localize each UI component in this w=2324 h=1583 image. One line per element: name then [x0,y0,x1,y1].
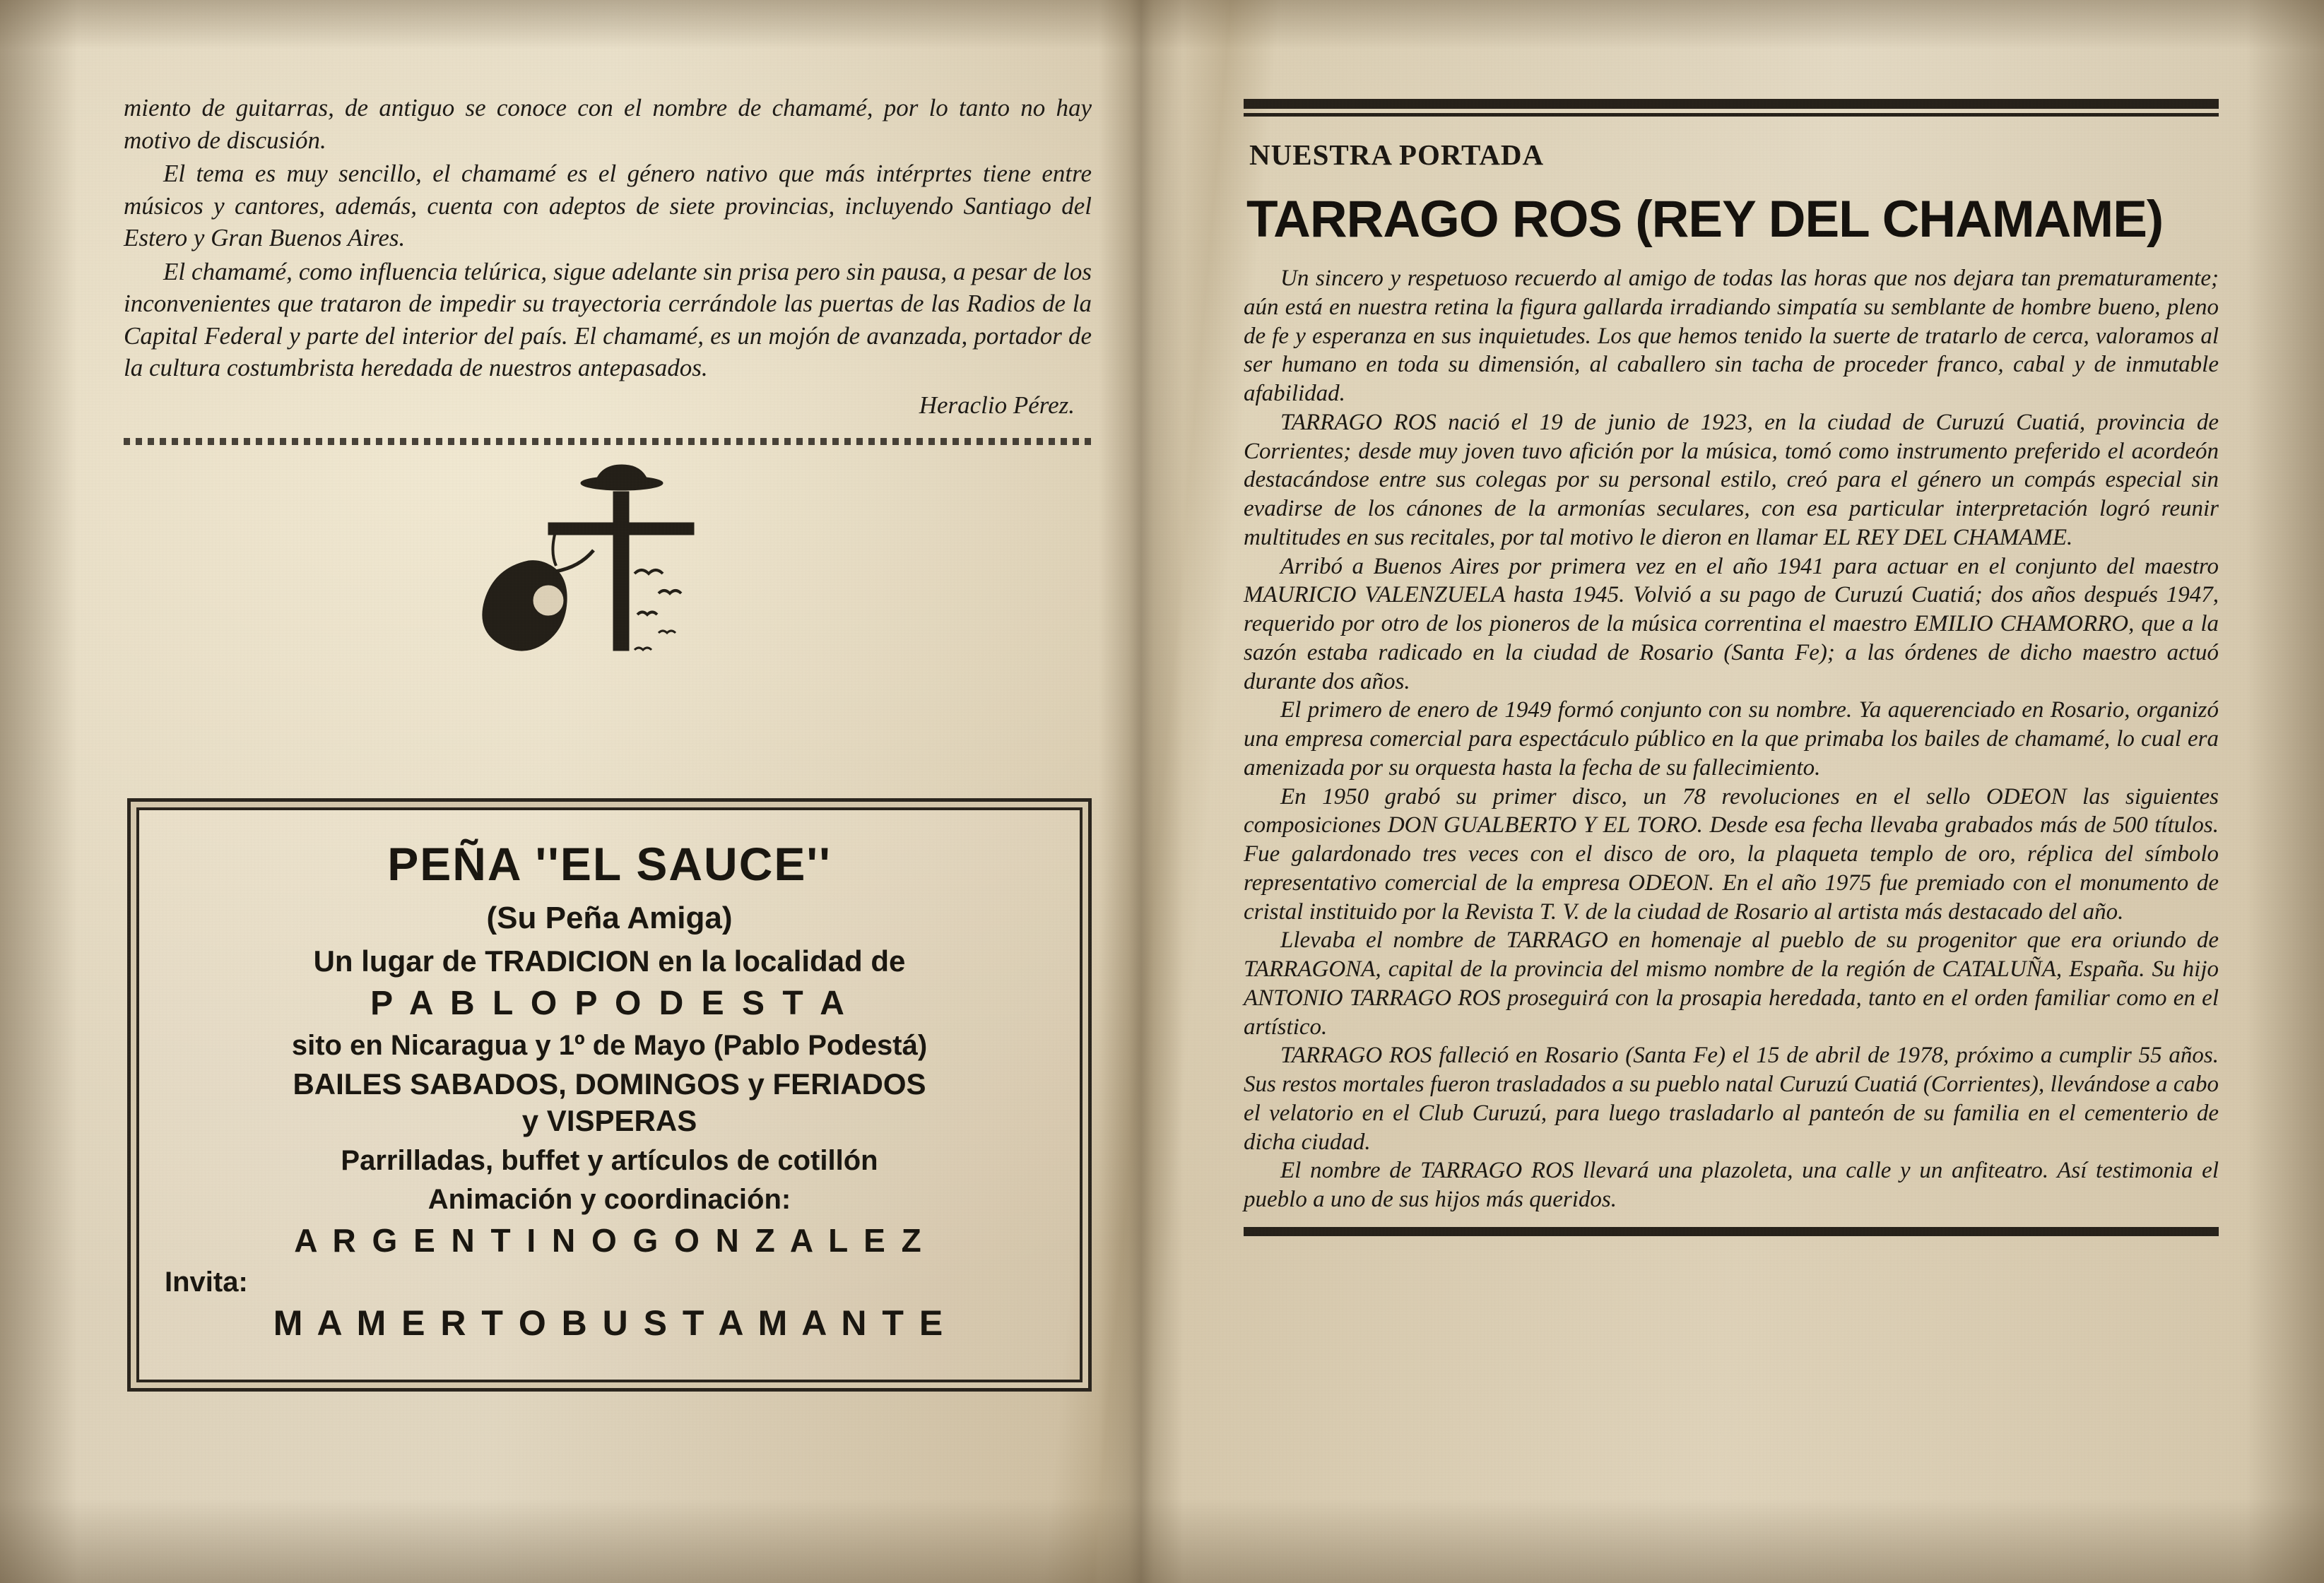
paragraph: El nombre de TARRAGO ROS llevará una plazoleta, una calle y un anfiteatro. Así testimonia el pueblo a uno de sus hijos más queridos. [1244,1158,2219,1212]
right-page [1244,99,2219,1427]
ad-dance-days-2: y VISPERAS [521,1104,697,1137]
ad-location-intro: Un lugar de TRADICION en la localidad de [313,944,906,978]
ad-host-name: M A M E R T O B U S T A M A N T E [273,1303,946,1343]
guitar-and-cross-ornament [124,455,1092,688]
ad-address: sito en Nicaragua y 1º de Mayo (Pablo Podestá) [291,1030,928,1061]
paragraph: TARRAGO ROS nació el 19 de junio de 1923, en la ciudad de Curuzú Cuatiá, provincia de Corrientes; desde muy joven tuvo afición por la música, tomó como instrumento preferido el acordeón destacándose entre sus colegas por su personal estilo, creó para el género un compás especial sin evadirse de los cánones de la armonías seculares, con esa particular interpretación logró reunir multitudes en sus recitales, por tal motivo le dieron en llamar EL REY DEL CHAMAME. [1244,409,2219,550]
ad-coordination-label: Animación y coordinación: [427,1184,791,1215]
ad-dance-days: BAILES SABADOS, DOMINGOS y FERIADOS [293,1067,926,1101]
section-kicker: NUESTRA PORTADA [1249,138,1545,171]
right-edge-shadow [2246,0,2324,1583]
page-gutter-shadow [1099,0,1184,1583]
paragraph: El tema es muy sencillo, el chamamé es el género nativo que más intérprtes tiene entre músicos y cantores, además, cuenta con adeptos de siete provincias, incluyendo Santiago del Estero y Gran Buenos Aires. [124,160,1092,251]
paragraph: El chamamé, como influencia telúrica, sigue adelante sin prisa pero sin pausa, a pesar de los inconvenientes que trataron de impedir su trayectoria cerrándole las puertas de las Radios de la Capital Federal y parte del interior del país. El chamamé, es un mojón de avanzada, portador de la cultura costumbrista heredada de nuestros antepasados. [124,257,1092,381]
paragraph: TARRAGO ROS falleció en Rosario (Santa Fe) el 15 de abril de 1978, próximo a cumplir 55 años. Sus restos mortales fueron trasladados a su pueblo natal Curuzú Cuatiá (Corrientes), llevándose a cabo el velatorio en el Club Curuzú, para luego trasladarlo al panteón de su familia en el cementerio de dicha ciudad. [1244,1043,2219,1155]
left-edge-shadow [0,0,78,1583]
bottom-rule [1244,1227,2219,1236]
ad-title: PEÑA ''EL SAUCE'' [387,838,832,890]
paragraph: Arribó a Buenos Aires por primera vez en el año 1941 para actuar en el conjunto del maestro MAURICIO VALENZUELA hasta 1945. Volvió a su pago de Curuzú Cuatiá; dos años después 1947, requerido por otro de los pioneros de la música correntina el maestro EMILIO CHAMORRO, que a la sazón estaba radicado en la ciudad de Rosario (Santa Fe); a las órdenes de dicho maestro actuó durante dos años. [1244,553,2219,694]
left-page [124,92,1092,1399]
top-edge-shadow [0,0,2324,49]
right-article-body [1244,264,2219,1214]
paragraph: Un sincero y respetuoso recuerdo al amigo de todas las horas que nos dejara tan prematuramente; aún está en nuestra retina la figura gallarda irradiando simpatía su semblante de hombre bueno, pleno de fe y esperanza en sus inquietudes. Los que hemos tenido la suerte de tratarlo de cerca, valoramos al ser humano en toda su dimensión, al caballero sin tacha de proceder franco, cabal y de inmutable afabilidad. [1244,266,2219,406]
ad-coordinator-name: A R G E N T I N O G O N Z A L E Z [294,1222,925,1259]
ad-services: Parrilladas, buffet y artículos de cotillón [341,1145,878,1176]
paragraph: Llevaba el nombre de TARRAGO en homenaje al pueblo de su progenitor que era oriundo de TARRAGONA, capital de la provincia del mismo nombre de la región de CATALUÑA, España. Su hijo ANTONIO TARRAGO ROS proseguirá con la prosapia heredada, tanto en el orden familiar como en el artístico. [1244,927,2219,1040]
paragraph: miento de guitarras, de antiguo se conoce con el nombre de chamamé, por lo tanto no hay motivo de discusión. [124,94,1092,154]
decorative-divider [124,438,1092,445]
top-rule-thick [1244,99,2219,109]
article-signature: Heraclio Pérez. [919,391,1075,419]
top-rule-thin [1244,113,2219,117]
article-headline: TARRAGO ROS (REY DEL CHAMAME) [1246,191,2164,248]
ad-subtitle: (Su Peña Amiga) [486,901,733,935]
ad-invites-label: Invita: [165,1267,248,1298]
left-article-body [124,92,1092,384]
advertisement-pena-el-sauce[interactable] [127,798,1092,1392]
paragraph: En 1950 grabó su primer disco, un 78 revoluciones en el sello ODEON las siguientes composiciones DON GUALBERTO Y EL TORO. Desde esa fecha llevaba grabados más de 500 títulos. Fue galardonado tres veces con el disco de oro, la plaqueta templo de oro, réplica del símbolo representativo comercial de la empresa ODEON. En el año 1975 fue premiado con el monumento de cristal instituido por la Revista T. V. de la ciudad de Rosario al artista más destacado del año. [1244,783,2219,925]
ad-location-name: P A B L O P O D E S T A [370,985,849,1022]
paragraph: El primero de enero de 1949 formó conjunto con su nombre. Ya aquerenciado en Rosario, organizó una empresa comercial para espectáculo público en la que primaba los bailes de chamamé, lo cual era amenizada por su orquesta hasta la fecha de su fallecimiento. [1244,697,2219,781]
bottom-edge-shadow [0,1498,2324,1583]
